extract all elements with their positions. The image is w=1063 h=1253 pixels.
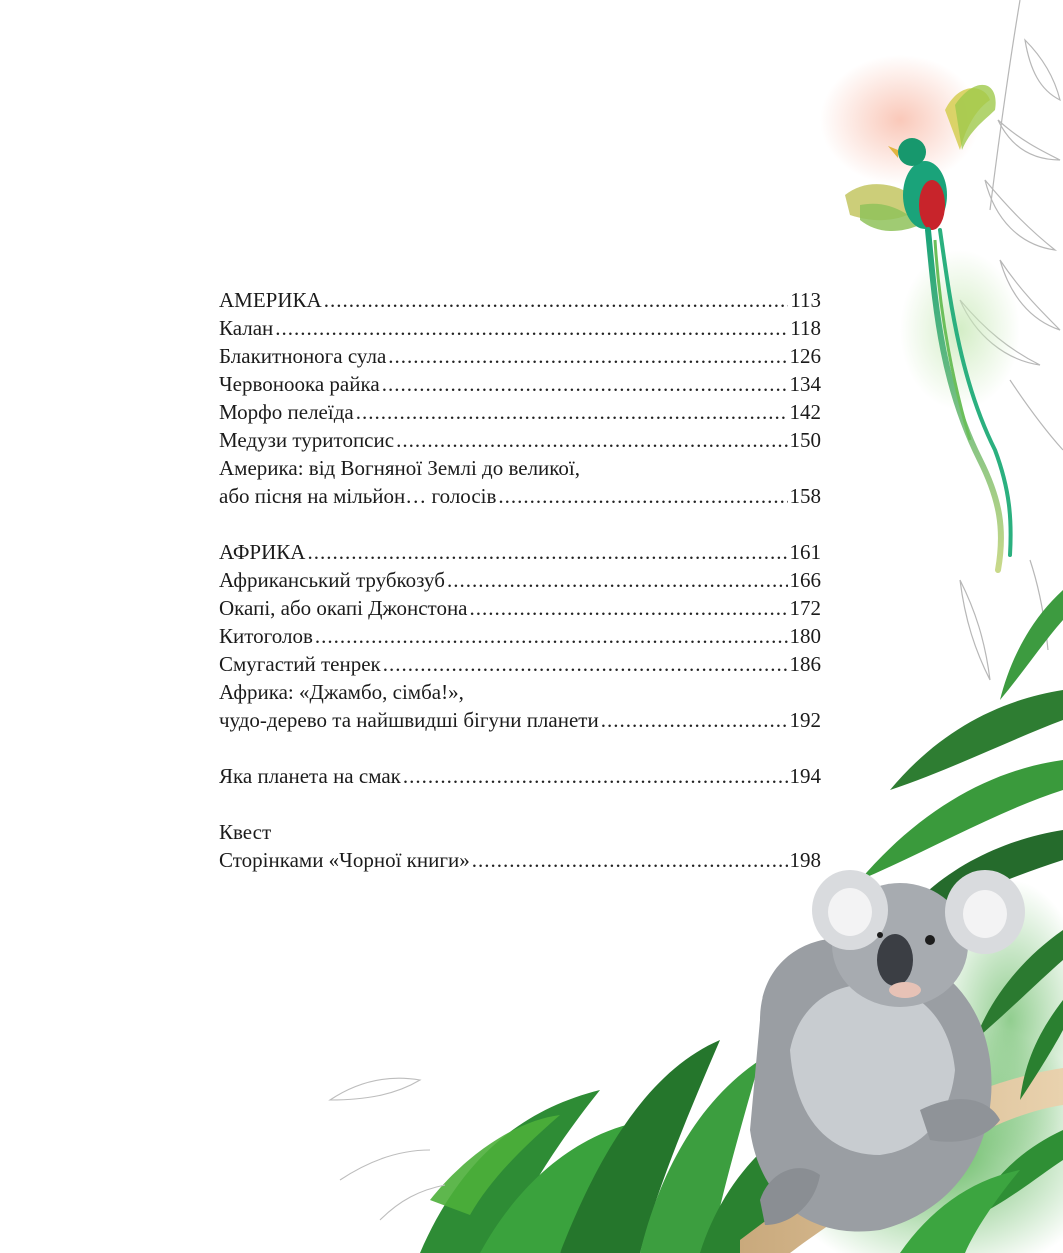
toc-entry-title: Квест xyxy=(219,820,272,844)
toc-entry-page: 118 xyxy=(790,316,821,340)
toc-entry-title: або пісня на мільйон… голосів xyxy=(219,484,497,508)
dot-leader xyxy=(307,538,787,566)
toc-entry-africa-essay-line1[interactable] xyxy=(219,678,821,706)
dot-leader xyxy=(470,594,788,622)
toc-entry-page: 161 xyxy=(789,540,821,564)
toc-entry-page: 192 xyxy=(789,708,821,732)
toc-entry-shoebill[interactable] xyxy=(219,622,821,650)
toc-entry-quest-line1[interactable] xyxy=(219,818,821,846)
toc-entry-title: Блакитнонога сула xyxy=(219,344,387,368)
toc-entry-title: Африка: «Джамбо, сімба!», xyxy=(219,680,464,704)
toc-entry-america-essay-line1[interactable] xyxy=(219,454,821,482)
section-gap xyxy=(219,510,821,538)
toc-entry-title: Калан xyxy=(219,316,274,340)
toc-entry-tenrec[interactable] xyxy=(219,650,821,678)
dot-leader xyxy=(447,566,788,594)
toc-entry-title: АМЕРИКА xyxy=(219,288,322,312)
dot-leader xyxy=(356,398,788,426)
dot-leader xyxy=(601,706,788,734)
dot-leader xyxy=(472,846,788,874)
table-of-contents xyxy=(219,286,821,874)
dot-leader xyxy=(388,342,787,370)
toc-entry-title: Червоноока райка xyxy=(219,372,380,396)
toc-entry-title: Окапі, або окапі Джонстона xyxy=(219,596,468,620)
toc-entry-blue-footed-booby[interactable] xyxy=(219,342,821,370)
toc-entry-page: 126 xyxy=(789,344,821,368)
toc-entry-page: 150 xyxy=(789,428,821,452)
toc-entry-title: АФРИКА xyxy=(219,540,306,564)
toc-entry-okapi[interactable] xyxy=(219,594,821,622)
toc-entry-america[interactable] xyxy=(219,286,821,314)
toc-entry-title: Морфо пелеїда xyxy=(219,400,354,424)
toc-entry-aardvark[interactable] xyxy=(219,566,821,594)
toc-entry-red-eyed-tanager[interactable] xyxy=(219,370,821,398)
dot-leader xyxy=(403,762,788,790)
toc-entry-africa-essay[interactable] xyxy=(219,706,821,734)
toc-entry-page: 180 xyxy=(789,624,821,648)
toc-entry-title: Африканський трубкозуб xyxy=(219,568,445,592)
watercolor-wash-green xyxy=(900,250,1020,410)
dot-leader xyxy=(324,286,789,314)
section-gap xyxy=(219,734,821,762)
dot-leader xyxy=(383,650,788,678)
toc-entry-page: 134 xyxy=(789,372,821,396)
toc-entry-kalan[interactable] xyxy=(219,314,821,342)
toc-entry-page: 186 xyxy=(789,652,821,676)
toc-entry-page: 113 xyxy=(790,288,821,312)
toc-entry-morpho[interactable] xyxy=(219,398,821,426)
toc-entry-title: Яка планета на смак xyxy=(219,764,401,788)
toc-entry-title: Медузи туритопсис xyxy=(219,428,395,452)
toc-entry-title: Смугастий тенрек xyxy=(219,652,381,676)
toc-entry-quest[interactable] xyxy=(219,846,821,874)
dot-leader xyxy=(382,370,788,398)
toc-entry-turritopsis[interactable] xyxy=(219,426,821,454)
toc-entry-page: 198 xyxy=(789,848,821,872)
toc-entry-america-essay[interactable] xyxy=(219,482,821,510)
toc-entry-page: 166 xyxy=(789,568,821,592)
section-gap xyxy=(219,790,821,818)
toc-entry-title: чудо-дерево та найшвидші бігуни планети xyxy=(219,708,599,732)
toc-entry-page: 142 xyxy=(789,400,821,424)
toc-entry-page: 172 xyxy=(789,596,821,620)
toc-entry-page: 194 xyxy=(789,764,821,788)
toc-entry-title: Сторінками «Чорної книги» xyxy=(219,848,470,872)
dot-leader xyxy=(498,482,787,510)
toc-entry-page: 158 xyxy=(789,484,821,508)
dot-leader xyxy=(315,622,788,650)
toc-entry-taste[interactable] xyxy=(219,762,821,790)
dot-leader xyxy=(396,426,787,454)
toc-entry-africa[interactable] xyxy=(219,538,821,566)
toc-entry-title: Америка: від Вогняної Землі до великої, xyxy=(219,456,581,480)
dot-leader xyxy=(275,314,788,342)
toc-entry-title: Китоголов xyxy=(219,624,313,648)
sketch-leaves-bottom xyxy=(330,1078,445,1220)
